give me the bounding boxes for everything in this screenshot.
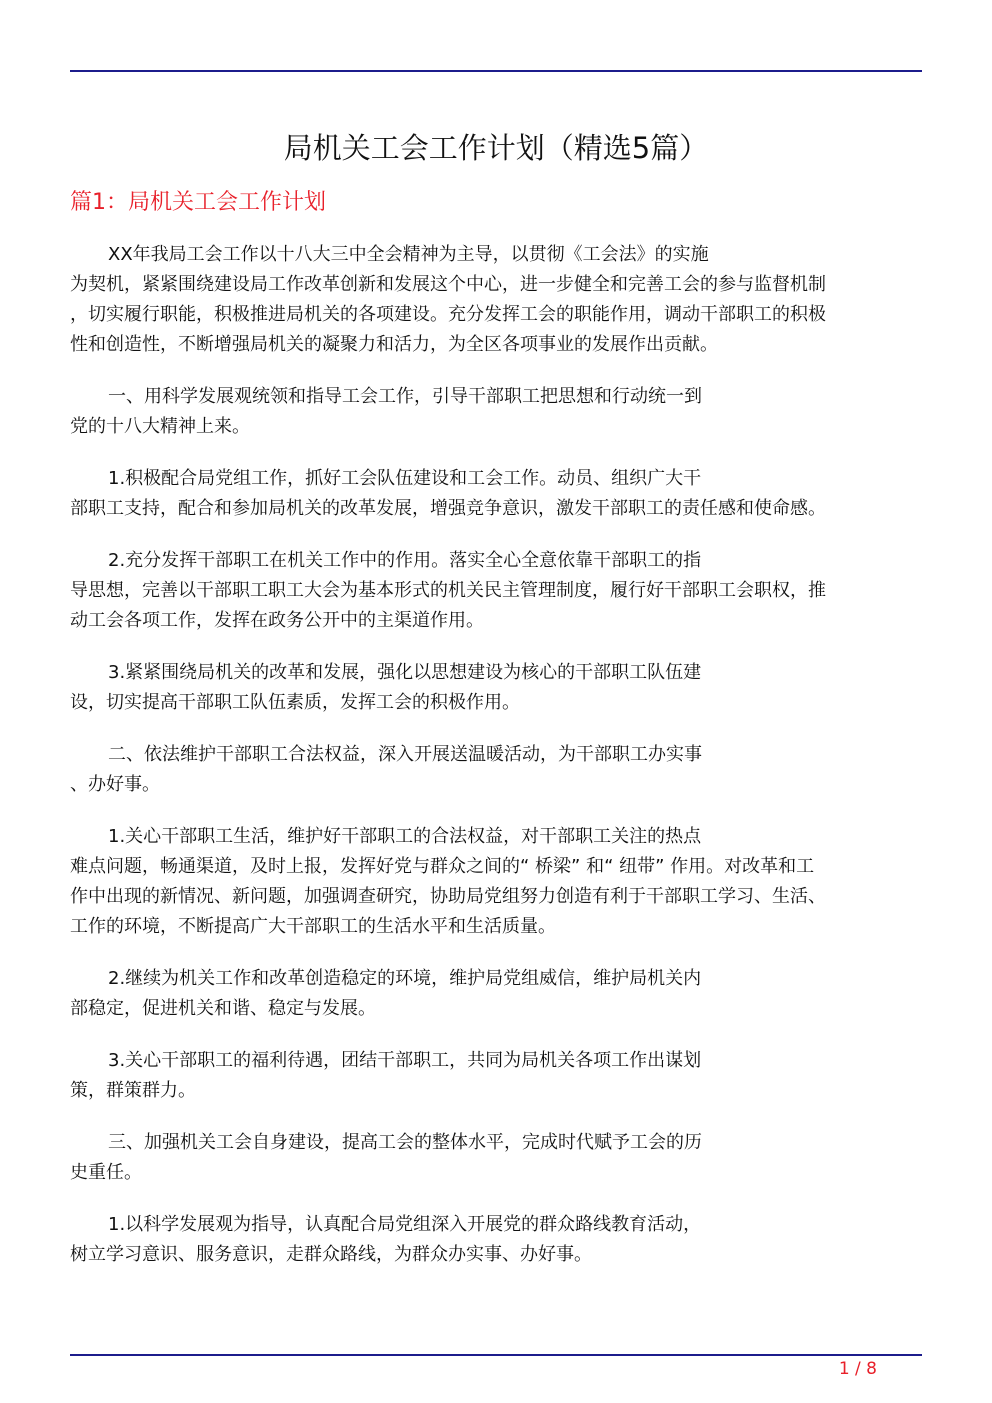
paragraph-line: ，切实履行职能，积极推进局机关的各项建设。充分发挥工会的职能作用，调动干部职工的积极 (70, 304, 826, 325)
paragraph (70, 546, 915, 636)
paragraph-line: 动工会各项工作，发挥在政务公开中的主渠道作用。 (70, 610, 484, 631)
paragraph-line: 性和创造性，不断增强局机关的凝聚力和活力，为全区各项事业的发展作出贡献。 (70, 334, 718, 355)
paragraph-line: 党的十八大精神上来。 (70, 416, 250, 437)
footer-rule (70, 1354, 922, 1356)
paragraph-line: 史重任。 (70, 1162, 142, 1183)
paragraph (70, 822, 915, 942)
paragraph-line: 2.充分发挥干部职工在机关工作中的作用。落实全心全意依靠干部职工的指 (108, 550, 702, 571)
paragraph (70, 1210, 915, 1270)
paragraph-line: 树立学习意识、服务意识，走群众路线，为群众办实事、办好事。 (70, 1244, 592, 1265)
paragraph-line: 一、用科学发展观统领和指导工会工作，引导干部职工把思想和行动统一到 (108, 386, 702, 407)
paragraph-line: 难点问题，畅通渠道，及时上报，发挥好党与群众之间的“ 桥梁” 和“ 纽带” 作用。对改革和工 (70, 856, 815, 877)
paragraph-line: XX年我局工会工作以十八大三中全会精神为主导，以贯彻《工会法》的实施 (108, 244, 709, 265)
paragraph (70, 464, 915, 524)
paragraph (70, 1128, 915, 1188)
paragraph (70, 240, 915, 360)
paragraph-line: 部职工支持，配合和参加局机关的改革发展，增强竞争意识，激发干部职工的责任感和使命感。 (70, 498, 826, 519)
paragraph-line: 、办好事。 (70, 774, 160, 795)
paragraph-line: 导思想，完善以干部职工职工大会为基本形式的机关民主管理制度，履行好干部职工会职权，推 (70, 580, 826, 601)
paragraph-line: 设，切实提高干部职工队伍素质，发挥工会的积极作用。 (70, 692, 520, 713)
paragraph-line: 三、加强机关工会自身建设，提高工会的整体水平，完成时代赋予工会的历 (108, 1132, 702, 1153)
paragraph (70, 740, 915, 800)
paragraph-line: 工作的环境，不断提高广大干部职工的生活水平和生活质量。 (70, 916, 556, 937)
paragraph-line: 3.关心干部职工的福利待遇，团结干部职工，共同为局机关各项工作出谋划 (108, 1050, 702, 1071)
paragraph-line: 1.以科学发展观为指导，认真配合局党组深入开展党的群众路线教育活动， (108, 1214, 702, 1235)
document-body (70, 240, 915, 1292)
paragraph-line: 二、依法维护干部职工合法权益，深入开展送温暖活动，为干部职工办实事 (108, 744, 702, 765)
paragraph-line: 部稳定，促进机关和谐、稳定与发展。 (70, 998, 376, 1019)
paragraph-line: 为契机，紧紧围绕建设局工作改革创新和发展这个中心，进一步健全和完善工会的参与监督机制 (70, 274, 826, 295)
paragraph (70, 382, 915, 442)
paragraph-line: 1.关心干部职工生活，维护好干部职工的合法权益，对干部职工关注的热点 (108, 826, 702, 847)
paragraph (70, 658, 915, 718)
paragraph-line: 1.积极配合局党组工作，抓好工会队伍建设和工会工作。动员、组织广大干 (108, 468, 702, 489)
paragraph-line: 3.紧紧围绕局机关的改革和发展，强化以思想建设为核心的干部职工队伍建 (108, 662, 702, 683)
document-title: 局机关工会工作计划（精选5篇） (283, 131, 709, 165)
paragraph (70, 964, 915, 1024)
paragraph-line: 作中出现的新情况、新问题，加强调查研究，协助局党组努力创造有利于干部职工学习、生活、 (70, 886, 826, 907)
paragraph (70, 1046, 915, 1106)
paragraph-line: 策，群策群力。 (70, 1080, 196, 1101)
paragraph-line: 2.继续为机关工作和改革创造稳定的环境，维护局党组威信，维护局机关内 (108, 968, 702, 989)
page-number: 1 / 8 (838, 1359, 877, 1379)
header-rule (70, 70, 922, 72)
section-heading: 篇1：局机关工会工作计划 (70, 190, 326, 215)
